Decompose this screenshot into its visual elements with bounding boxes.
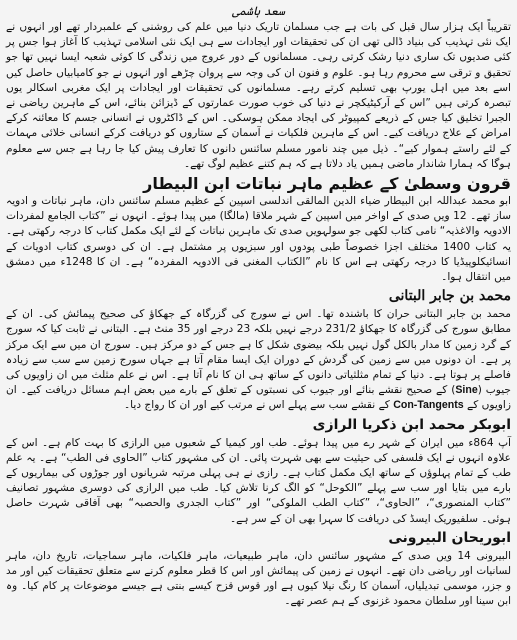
con-tangents-term: Con-Tangents: [393, 399, 464, 412]
section-body-al-battani: [6, 307, 511, 413]
section-heading-ibn-al-baitar: قرون وسطیٰ کے عظیم ماہر نباتات ابن البیطار: [143, 174, 511, 194]
section-body-al-razi: آپ 864ء میں ایران کے شہر رے میں پیدا ہوئے۔ طب اور کیمیا کے شعبوں میں الرازی کا بہت کام ہے۔ اس کے علاوہ انہوں نے ایک فلسفی کی حیثیت سے بھی شہرت پائی۔ ان کی مشہور کتاب ”الحاوی فی الطب“ ہے۔ یہ علم طب کے تمام پہلوؤں کے ساتھ ایک مکمل کتاب ہے۔ رازی نے ہی پہلی مرتبہ شریانوں اور جوڑوں کی بیماریوں کے بارے میں بتایا اور سب سے پہلے ”الکوحل“ کو الگ کرنا تلاش کیا۔ طب میں الرازی کی دوسری مشہور تصانیف ”کتاب المنصوری“، ”الحاوی“، ”کتاب الطب الملوکی“ اور ”کتاب الجدری والحصبہ“ بھی آفاقی شہرت حاصل ہوئی۔ سلفیوریک ایسڈ کی دریافت کا سہرا بھی ان کے سر ہے۔: [6, 436, 511, 525]
author-byline: سعد ہاشمی: [231, 4, 286, 18]
intro-paragraph: تقریباً ایک ہزار سال قبل کی بات ہے جب مسلمان تاریک دنیا میں علم کی روشنی کے علمبردار تھے اور انہوں نے ایک نئی تہذیب کی بنیاد ڈالی تھی ان کی تحقیقات اور ایجادات سے ہی ایک نئی اسلامی تہذیب کا آغاز ہوا جس پر کئی صدیوں تک ساری دنیا رشک کرتی رہی۔ مسلمانوں کے دور عروج میں زندگی کا کوئی شعبہ ایسا نہیں تھا جو تحقیق و ترقی سے محروم رہا ہو۔ علوم و فنون ان کی وجہ سے پروان چڑھے اور انہوں نے جو کامیابیاں حاصل کیں اسے بعد میں اہل یورپ بھی تسلیم کرتے رہے۔ مسلمانوں کی تحقیقات اور ایجادات پر ایک مغربی اسکالر یوں تبصرہ کرتی ہیں ”اس کے آرکیٹیکچر نے دنیا کی خوب صورت عمارتوں کے ڈیزائن بنائے، اس کے ماہرین ریاضی نے الجبرا تخلیق کیا جس کے ذریعے کمپیوٹر کی ایجاد ممکن ہوسکی۔ اس کے ڈاکٹروں نے انسانی جسم کا معائنہ کرکے امراض کے علاج دریافت کیے۔ اس کے ماہرین فلکیات نے آسمان کے ستاروں کو دریافت کرکے انسانی خلائی مہمات کے لئے راستے ہموار کیے“۔ ذیل میں چند نامور مسلم سائنس دانوں کا تعارف پیش کیا جا رہا ہے جس سے معلوم ہوگا کہ ہمارا شاندار ماضی ہمیں یاد دلاتا ہے کہ ہم کتنے عظیم لوگ تھے۔: [6, 21, 511, 170]
section-heading-al-biruni: ابوریحان البیرونی: [388, 529, 511, 546]
section-body-ibn-al-baitar: ابو محمد عبداللہ ابن البیطار ضیاء الدین المالقی اندلسی اسپین کے عظیم مسلم سائنس دان، ماہر نباتات و ادویہ ساز تھے۔ 12 ویں صدی کے اواخر میں اسپین کے شہر ملاقا (مالگا) میں پیدا ہوئے۔ انہوں نے ”کتاب الجامع لمفردات الادویہ والاغذیہ“ نامی کتاب لکھی جو سولہویں صدی تک ماہرین نباتات کے لئے ایک مکمل کتاب کا درجہ رکھتی ہے۔ یہ کتاب 1400 مختلف اجزا خصوصاً طبی پودوں اور سبزیوں پر مشتمل ہے۔ ان کی دوسری کتاب ادویات کے انسائیکلوپیڈیا کا درجہ رکھتی ہے اس کا نام ”الکتاب المغنی فی الادویہ المفردہ“ ہے۔ ان کا 1248ء میں دمشق میں انتقال ہوا۔: [6, 195, 512, 284]
battani-text-1: محمد بن جابر البتانی حران کا باشندہ تھا۔ اس نے سورج کی گزرگاہ کے جھکاؤ کی صحیح پیمائش کی۔ ان کے مطابق سورج کی گزرگاہ کا جھکاؤ 231/2 درجے نہیں بلکہ 23 درجے اور 35 منٹ ہے۔ البتانی نے ثابت کیا کہ سورج کے گرد زمین کا مدار بالکل گول نہیں بلکہ بیضوی شکل کا ہے جس کے دو مرکز ہیں۔ سورج ان میں سے ایک مرکز پر ہے۔ ان دونوں میں سے زمین کی گردش کے دوران ایک ایسا مقام آتا ہے جہاں سورج زمین سے سب سے زیادہ فاصلے پر ہوتا ہے۔ دنیا کے تمام مثلثیاتی دانوں کے ساتھ ہی ان کا نام آتا ہے۔ اس نے علم مثلث میں ان زاویوں کی جیوب (: [6, 308, 511, 397]
battani-text-2: ) کے صحیح نقشے بنائے اور جیوب کی نسبتوں کے تعلق کے بارے میں بعض اہم مسائل دریافت کیے۔ ان زاویوں کے: [6, 384, 511, 412]
sine-term: Sine: [455, 384, 478, 397]
section-heading-al-razi: ابوبکر محمد ابن ذکریا الرازی: [312, 416, 511, 433]
battani-text-3: کے نقشے سب سے پہلے اس نے مرتب کیے اور ان کا رواج دیا۔: [123, 399, 394, 412]
section-body-al-biruni: البیرونی 14 ویں صدی کے مشہور سائنس دان، ماہر طبیعیات، ماہر فلکیات، ماہر سماجیات، تاریخ دان، ماہر لسانیات اور ریاضی دان تھے۔ انہوں نے زمین کی پیمائش اور اس کا قطر معلوم کرنے سے متعلق تحقیقات کیں اور مد و جزر، موسمی تبدیلیاں، آسمان کا رنگ نیلا کیوں ہے اور قوس قزح کیسے بنتی ہے جیسے موضوعات پر کام کیا۔ وہ ابن سینا اور سلطان محمود غزنوی کے ہم عصر تھے۔: [6, 549, 511, 607]
section-heading-al-battani: محمد بن جابر البتانی: [388, 288, 511, 305]
